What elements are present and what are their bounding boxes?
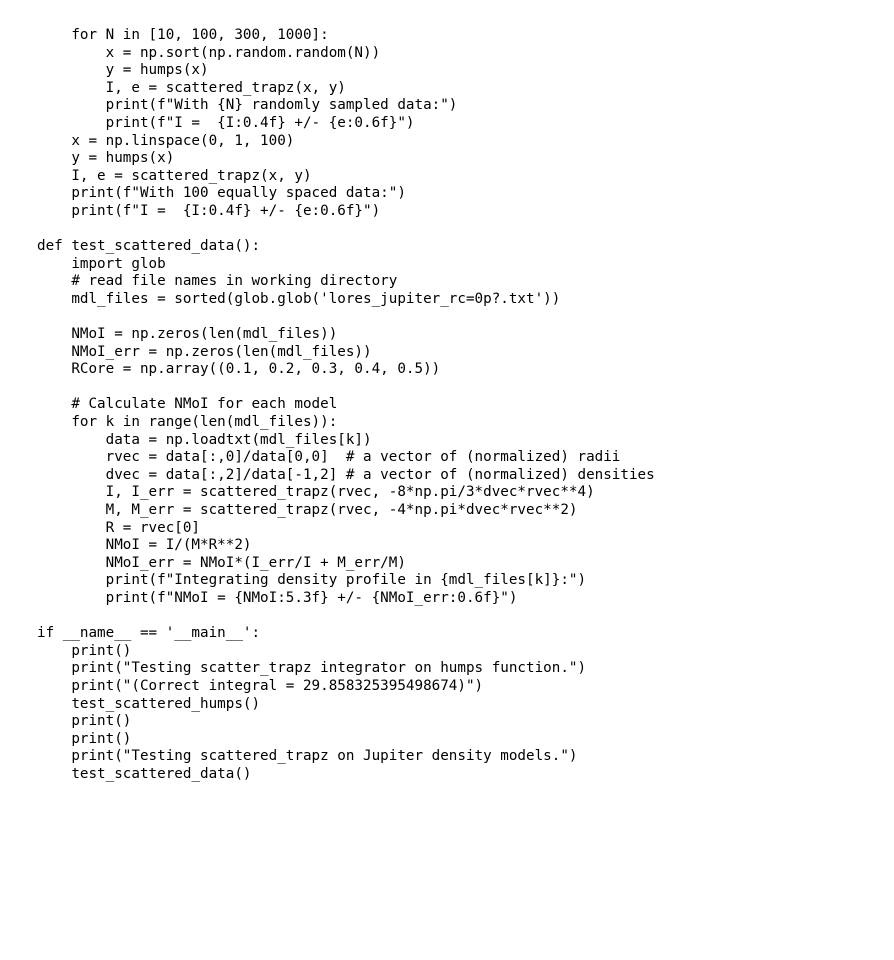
code-line: print(): [37, 713, 132, 730]
code-line: print("Testing scatter_trapz integrator on humps function."): [37, 660, 587, 677]
code-line: [37, 379, 887, 397]
code-line: data = np.loadtxt(mdl_files[k]): [37, 431, 372, 448]
code-line: print(): [37, 642, 132, 659]
code-line: import glob: [37, 255, 166, 272]
code-line: NMoI_err = np.zeros(len(mdl_files)): [37, 343, 372, 360]
code-line: if __name__ == '__main__':: [37, 625, 261, 642]
code-line: x = np.sort(np.random.random(N)): [37, 44, 381, 61]
code-line: print(f"With 100 equally spaced data:"): [37, 185, 406, 202]
code-line: I, I_err = scattered_trapz(rvec, -8*np.pi/3*dvec*rvec**4): [37, 484, 595, 501]
code-line: mdl_files = sorted(glob.glob('lores_jupiter_rc=0p?.txt')): [37, 290, 561, 307]
code-line: for N in [10, 100, 300, 1000]:: [37, 27, 329, 43]
code-line: NMoI = I/(M*R**2): [37, 537, 252, 554]
code-line: test_scattered_data(): [37, 765, 252, 782]
code-line: print("(Correct integral = 29.858325395498674)"): [37, 677, 484, 694]
code-line: [37, 309, 887, 327]
code-line: for k in range(len(mdl_files)):: [37, 414, 338, 431]
code-line: def test_scattered_data():: [37, 238, 261, 255]
code-line: # read file names in working directory: [37, 273, 398, 290]
code-listing: [37, 27, 887, 784]
code-line: I, e = scattered_trapz(x, y): [37, 79, 346, 96]
code-line: print(f"Integrating density profile in {mdl_files[k]}:"): [37, 572, 587, 589]
code-line: NMoI = np.zeros(len(mdl_files)): [37, 326, 338, 343]
code-line: print(f"With {N} randomly sampled data:"): [37, 97, 458, 114]
code-line: I, e = scattered_trapz(x, y): [37, 167, 312, 184]
code-line: y = humps(x): [37, 62, 209, 79]
code-line: R = rvec[0]: [37, 519, 201, 536]
code-line: NMoI_err = NMoI*(I_err/I + M_err/M): [37, 554, 406, 571]
code-line: test_scattered_humps(): [37, 695, 261, 712]
code-line: rvec = data[:,0]/data[0,0] # a vector of (normalized) radii: [37, 449, 621, 466]
code-line: # Calculate NMoI for each model: [37, 396, 338, 413]
code-line: [37, 221, 887, 239]
code-line: RCore = np.array((0.1, 0.2, 0.3, 0.4, 0.5)): [37, 361, 441, 378]
code-line: print(f"I = {I:0.4f} +/- {e:0.6f}"): [37, 202, 381, 219]
code-line: print("Testing scattered_trapz on Jupiter density models."): [37, 748, 578, 765]
code-line: print(f"NMoI = {NMoI:5.3f} +/- {NMoI_err:0.6f}"): [37, 590, 518, 606]
code-line: print(f"I = {I:0.4f} +/- {e:0.6f}"): [37, 114, 415, 131]
code-line: y = humps(x): [37, 150, 175, 167]
code-line: [37, 608, 887, 626]
code-line: dvec = data[:,2]/data[-1,2] # a vector of (normalized) densities: [37, 466, 655, 483]
code-line: x = np.linspace(0, 1, 100): [37, 132, 295, 149]
code-line: M, M_err = scattered_trapz(rvec, -4*np.pi*dvec*rvec**2): [37, 502, 578, 519]
code-line: print(): [37, 730, 132, 747]
